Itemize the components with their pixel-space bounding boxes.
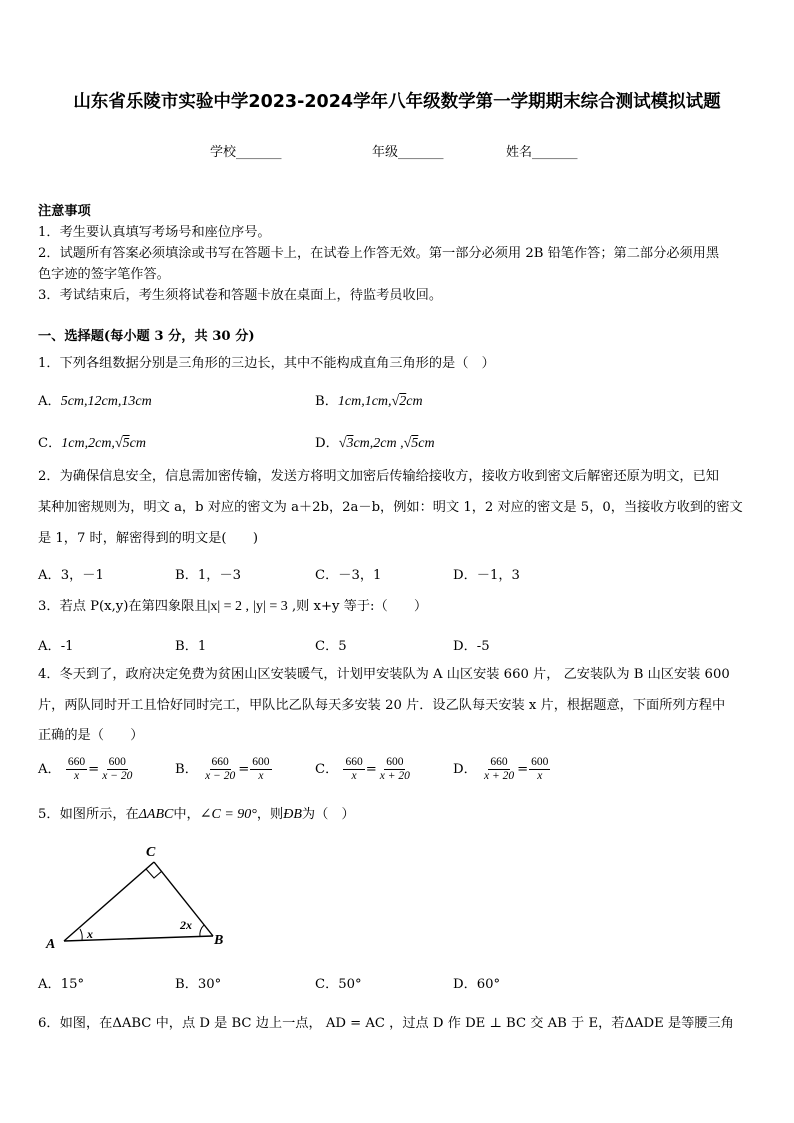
question-4-line: 正确的是（ ） (38, 728, 144, 743)
sqrt-sign: √ (114, 436, 123, 451)
question-4-line: 4．冬天到了，政府决定免费为贫困山区安装暖气，计划甲安装队为 A 山区安装 660 片， 乙安装队为 B 山区安装 600 (38, 667, 730, 682)
unit: cm (406, 394, 423, 409)
stem-text: 中， (173, 807, 200, 822)
question-5-stem (38, 806, 355, 824)
q3-option-b: B．1 (175, 639, 207, 654)
angle-a-label: x (87, 927, 93, 941)
numerator: 660 (211, 756, 229, 768)
school-field: 学校_______ (210, 145, 282, 160)
denominator: x + 20 (379, 770, 410, 782)
option-value: 1cm,1cm, (337, 394, 392, 409)
notice-item: 1．考生要认真填写考场号和座位序号。 (38, 225, 271, 240)
q2-option-a: A．3，－1 (38, 568, 104, 583)
denominator: x (258, 770, 264, 782)
equals-sign: = (517, 762, 529, 777)
abs-x: |x| = 2 , (207, 599, 250, 614)
q5-option-a: A．15° (38, 977, 85, 992)
question-2-line: 是 1，7 时，解密得到的明文是( ) (38, 531, 259, 546)
vertex-b-label: B (214, 933, 224, 948)
section-heading: 一、选择题(每小题 3 分，共 30 分) (38, 329, 255, 344)
q1-option-c (38, 432, 146, 452)
numerator: 660 (345, 756, 363, 768)
option-label: A． (38, 394, 61, 409)
stem-text: 3．若点 P(x,y)在第四象限且 (38, 599, 208, 614)
notice-item: 色字迹的签字笔作答。 (38, 267, 170, 282)
stem-text: ,则 x+y 等于:（ ） (287, 599, 428, 614)
grade-field: 年级_______ (372, 145, 444, 160)
fraction (378, 756, 412, 783)
sqrt-sign: √ (391, 394, 400, 409)
question-1-stem: 1．下列各组数据分别是三角形的三边长，其中不能构成直角三角形的是（ ） (38, 356, 495, 371)
option-label: D． (453, 762, 477, 777)
angle-b-arc (200, 925, 204, 937)
angle-expression: ∠C = 90° (199, 807, 257, 822)
name-field: 姓名_______ (506, 145, 578, 160)
question-3-stem (38, 598, 427, 616)
option-label: C． (38, 436, 62, 451)
unit: cm (418, 436, 435, 451)
stem-text: 5．如图所示，在 (38, 807, 139, 822)
numerator: 660 (67, 756, 86, 768)
option-value: 5cm,12cm,13cm (60, 394, 152, 409)
equals-sign: = (238, 762, 250, 777)
option-label: A． (38, 762, 61, 777)
q3-option-d: D．-5 (453, 639, 490, 654)
vertex-a-label: A (46, 937, 56, 952)
numerator: 600 (252, 756, 270, 768)
radicand: 5 (411, 436, 419, 451)
fraction (250, 756, 271, 783)
numerator: 600 (108, 756, 126, 768)
angle-a-arc (80, 929, 82, 940)
question-2-line: 某种加密规则为，明文 a，b 对应的密文为 a＋2b，2a－b，例如：明文 1，2 对应的密文是 5，0，当接收方收到的密文 (38, 500, 743, 515)
notice-item: 3．考试结束后，考生须将试卷和答题卡放在桌面上，待监考员收回。 (38, 288, 443, 303)
option-label: C． (315, 762, 339, 777)
q4-option-d (453, 756, 551, 783)
option-value: 1cm,2cm, (61, 436, 115, 451)
triangle-name: ΔABC (138, 807, 174, 822)
side-ac (64, 862, 154, 941)
denominator: x + 20 (483, 770, 515, 782)
radicand: 3 (346, 436, 354, 451)
angle-b: ÐB (283, 807, 302, 822)
q4-option-c (315, 756, 413, 783)
q3-option-a: A．-1 (38, 639, 74, 654)
option-label: B． (175, 762, 198, 777)
notice-heading: 注意事项 (38, 204, 91, 219)
q3-option-c: C．5 (315, 639, 347, 654)
angle-b-label: 2x (180, 918, 192, 932)
sqrt-sign: √ (338, 436, 347, 451)
numerator: 600 (386, 756, 404, 768)
q2-option-d: D．－1，3 (453, 568, 520, 583)
q5-option-d: D．60° (453, 977, 501, 992)
q5-option-c: C．50° (315, 977, 362, 992)
radicand: 2 (399, 394, 407, 409)
fraction (100, 756, 134, 783)
sqrt-sign: √ (403, 436, 412, 451)
denominator: x (351, 770, 357, 782)
denominator: x (73, 770, 80, 782)
stem-text: ，则 (256, 807, 284, 822)
radicand: 5 (122, 436, 130, 451)
fraction (482, 756, 516, 783)
q2-option-b: B．1，－3 (175, 568, 242, 583)
question-4-line: 片，两队同时开工且恰好同时完工，甲队比乙队每天多安装 20 片．设乙队每天安装 x 片，根据题意，下面所列方程中 (38, 698, 726, 713)
equals-sign: = (88, 762, 100, 777)
question-2-line: 2．为确保信息安全，信息需加密传输，发送方将明文加密后传输给接收方，接收方收到密文后解密还原为明文，已知 (38, 469, 719, 484)
q4-option-a (38, 756, 135, 783)
fraction (66, 756, 87, 783)
option-value: cm,2cm , (353, 436, 404, 451)
triangle-figure (40, 838, 240, 958)
stem-text: 为（ ） (301, 807, 355, 822)
vertex-c-label: C (146, 845, 156, 860)
page-title: 山东省乐陵市实验中学2023-2024学年八年级数学第一学期期末综合测试模拟试题 (73, 92, 721, 112)
option-label: D． (315, 436, 339, 451)
q1-option-b (315, 390, 423, 410)
right-angle-mark (146, 869, 162, 878)
q5-option-b: B．30° (175, 977, 222, 992)
fraction (529, 756, 550, 783)
question-6-stem: 6．如图，在ΔABC 中，点 D 是 BC 边上一点， AD = AC ，过点 D 作 DE ⊥ BC 交 AB 于 E，若ΔADE 是等腰三角 (38, 1016, 734, 1031)
numerator: 600 (531, 756, 549, 768)
option-label: B． (315, 394, 338, 409)
equals-sign: = (365, 762, 377, 777)
unit: cm (129, 436, 146, 451)
denominator: x − 20 (205, 770, 236, 782)
q1-option-d (315, 432, 435, 452)
q1-option-a (38, 390, 152, 410)
fraction (343, 756, 364, 783)
fraction (203, 756, 237, 783)
q2-option-c: C．－3，1 (315, 568, 382, 583)
denominator: x (537, 770, 543, 782)
notice-item: 2．试题所有答案必须填涂或书写在答题卡上，在试卷上作答无效。第一部分必须用 2B 铅笔作答；第二部分必须用黑 (38, 246, 720, 261)
numerator: 660 (490, 756, 508, 768)
denominator: x − 20 (102, 770, 133, 782)
q4-option-b (175, 756, 273, 783)
abs-y: |y| = 3 (253, 599, 288, 614)
